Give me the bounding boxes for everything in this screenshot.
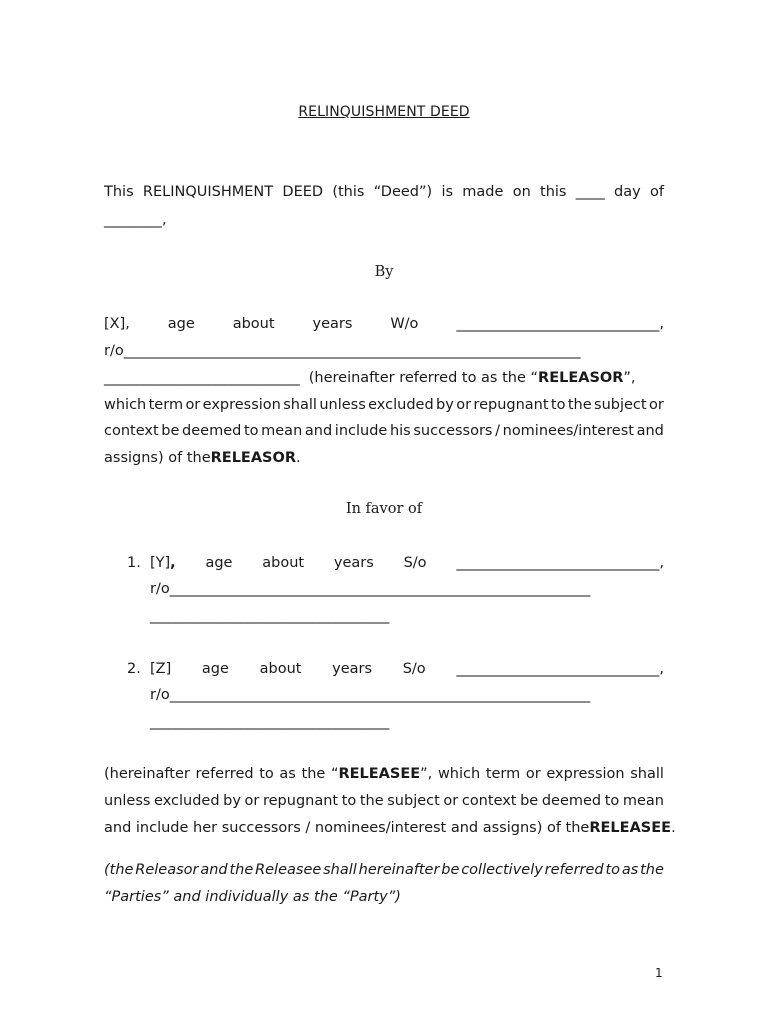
word: expression — [546, 766, 625, 782]
word: shall — [323, 862, 357, 878]
releasor-line-3 — [104, 370, 664, 392]
word: expression — [202, 397, 281, 413]
in-favor-heading: In favor of — [345, 501, 423, 517]
word: unless — [104, 793, 151, 809]
word: on — [512, 184, 531, 200]
word: excluded — [154, 793, 220, 809]
releasor-term: RELEASOR — [538, 370, 624, 386]
word: made — [462, 184, 504, 200]
word: “Deed”) — [373, 184, 433, 200]
word: (hereinafter — [104, 766, 190, 782]
word: which — [437, 766, 481, 782]
word: about — [232, 316, 275, 332]
word: of — [649, 184, 664, 200]
word: term — [148, 397, 184, 413]
releasor-address-blank-2: ___________________________ — [104, 370, 300, 386]
releasee-clause-line-1 — [104, 766, 664, 788]
parties-note-line-2 — [104, 889, 664, 911]
intro-line-1 — [104, 184, 664, 206]
word: the — [567, 397, 592, 413]
word: DEED — [282, 184, 324, 200]
word: mean — [261, 423, 303, 439]
list-number-2: 2. — [127, 661, 141, 677]
releasee-assigns-text: and include her successors / nominees/interest and assigns) of the — [104, 820, 590, 836]
word: deemed — [182, 423, 242, 439]
releasee-clause-line-2 — [104, 793, 664, 815]
word: about — [259, 661, 302, 677]
word: referred — [544, 862, 604, 878]
releasor-line-6 — [104, 450, 664, 472]
word: the — [640, 862, 664, 878]
word: successors — [413, 423, 493, 439]
word: to — [259, 766, 274, 782]
releasor-line-1 — [104, 316, 664, 338]
intro-line-2 — [104, 212, 664, 234]
word: “RELEASEE”, — [330, 766, 433, 782]
word: age — [167, 316, 195, 332]
releasor-line-4 — [104, 397, 664, 419]
word: [Z] — [150, 661, 172, 677]
parties-note-line-1 — [104, 862, 664, 884]
word: be — [441, 862, 460, 878]
word: as — [621, 862, 639, 878]
releasee-2-address-blank-2: _________________________________ — [150, 714, 390, 730]
word: subject — [387, 793, 440, 809]
word: to — [341, 793, 357, 809]
word: to — [550, 397, 566, 413]
word: ____________________________, — [456, 316, 664, 332]
word: [Y], — [150, 555, 176, 571]
word: by — [436, 397, 454, 413]
word: the — [359, 793, 384, 809]
word: shall — [630, 766, 664, 782]
word: context — [461, 793, 517, 809]
word: hereinafter — [358, 862, 440, 878]
word: subject — [594, 397, 647, 413]
word: This — [104, 184, 134, 200]
word: mean — [622, 793, 664, 809]
word: (this — [332, 184, 365, 200]
releasee-2-line-1 — [150, 661, 664, 683]
releasee-term-end: . — [671, 820, 676, 836]
releasee-1-line-1 — [150, 555, 664, 577]
word: S/o — [403, 555, 427, 571]
releasee-term: RELEASEE — [589, 820, 672, 836]
page-number: 1 — [655, 966, 663, 980]
word: or — [456, 397, 472, 413]
word: S/o — [402, 661, 426, 677]
word: about — [262, 555, 305, 571]
word: or — [648, 397, 664, 413]
word: to — [604, 793, 620, 809]
releasee-clause-line-3 — [104, 820, 676, 842]
word: include — [334, 423, 388, 439]
releasor-address-blank: r/o_______________________________________________________________ — [104, 343, 581, 359]
word: term — [485, 766, 521, 782]
word: shall — [283, 397, 317, 413]
word: ____ — [575, 184, 605, 200]
word: or — [443, 793, 459, 809]
releasee-2-line-2 — [150, 687, 664, 709]
word: this — [540, 184, 567, 200]
word: repugnant — [262, 793, 339, 809]
word: or — [525, 766, 541, 782]
releasor-line-5 — [104, 423, 664, 445]
date-blank: ________, — [104, 212, 167, 228]
word: collectively — [461, 862, 543, 878]
word: the — [229, 862, 254, 878]
word: (the — [104, 862, 134, 878]
word: and — [304, 423, 333, 439]
word: as — [279, 766, 296, 782]
word: or — [244, 793, 260, 809]
word: ____________________________, — [456, 661, 664, 677]
word: and — [200, 862, 228, 878]
releasee-1-address-blank-2: _________________________________ — [150, 608, 390, 624]
word: ____________________________, — [456, 555, 664, 571]
by-heading: By — [374, 264, 394, 280]
releasee-1-line-3 — [150, 608, 664, 630]
word: age — [201, 661, 229, 677]
word: [X], — [104, 316, 130, 332]
list-number-1: 1. — [127, 555, 141, 571]
releasee-2-address-blank: r/o__________________________________________________________ — [150, 687, 591, 703]
releasee-1-address-blank: r/o__________________________________________________________ — [150, 581, 591, 597]
word: to — [243, 423, 259, 439]
word: and — [636, 423, 664, 439]
word: RELINQUISHMENT — [142, 184, 274, 200]
word: excluded — [368, 397, 434, 413]
word: be — [161, 423, 180, 439]
releasor-defined-text: (hereinafter referred to as the “ — [308, 370, 539, 386]
word: referred — [195, 766, 254, 782]
releasor-term-2-end: . — [296, 450, 301, 466]
releasee-1-line-2 — [150, 581, 664, 603]
word: nominees/interest — [502, 423, 634, 439]
word: be — [520, 793, 539, 809]
word: or — [185, 397, 201, 413]
word: years — [312, 316, 353, 332]
word: Releasee — [255, 862, 322, 878]
word: by — [223, 793, 241, 809]
word: years — [333, 555, 374, 571]
releasee-2-line-3 — [150, 714, 664, 736]
word: context — [104, 423, 159, 439]
word: day — [614, 184, 641, 200]
word: Releasor — [135, 862, 199, 878]
releasor-assigns-text: assigns) of the — [104, 450, 211, 466]
word: years — [332, 661, 373, 677]
word: which — [104, 397, 147, 413]
word: is — [441, 184, 454, 200]
word: / — [495, 423, 500, 439]
releasor-term-2: RELEASOR — [210, 450, 296, 466]
word: age — [205, 555, 233, 571]
word: the — [301, 766, 326, 782]
word: deemed — [541, 793, 602, 809]
releasor-line-2 — [104, 343, 664, 365]
word: W/o — [390, 316, 419, 332]
word: repugnant — [473, 397, 549, 413]
releasor-term-end: ”, — [623, 370, 636, 386]
word: to — [605, 862, 621, 878]
word: his — [389, 423, 411, 439]
parties-note-text: “Parties” and individually as the “Party”) — [104, 889, 401, 905]
document-title: RELINQUISHMENT DEED — [298, 104, 470, 120]
word: unless — [319, 397, 366, 413]
